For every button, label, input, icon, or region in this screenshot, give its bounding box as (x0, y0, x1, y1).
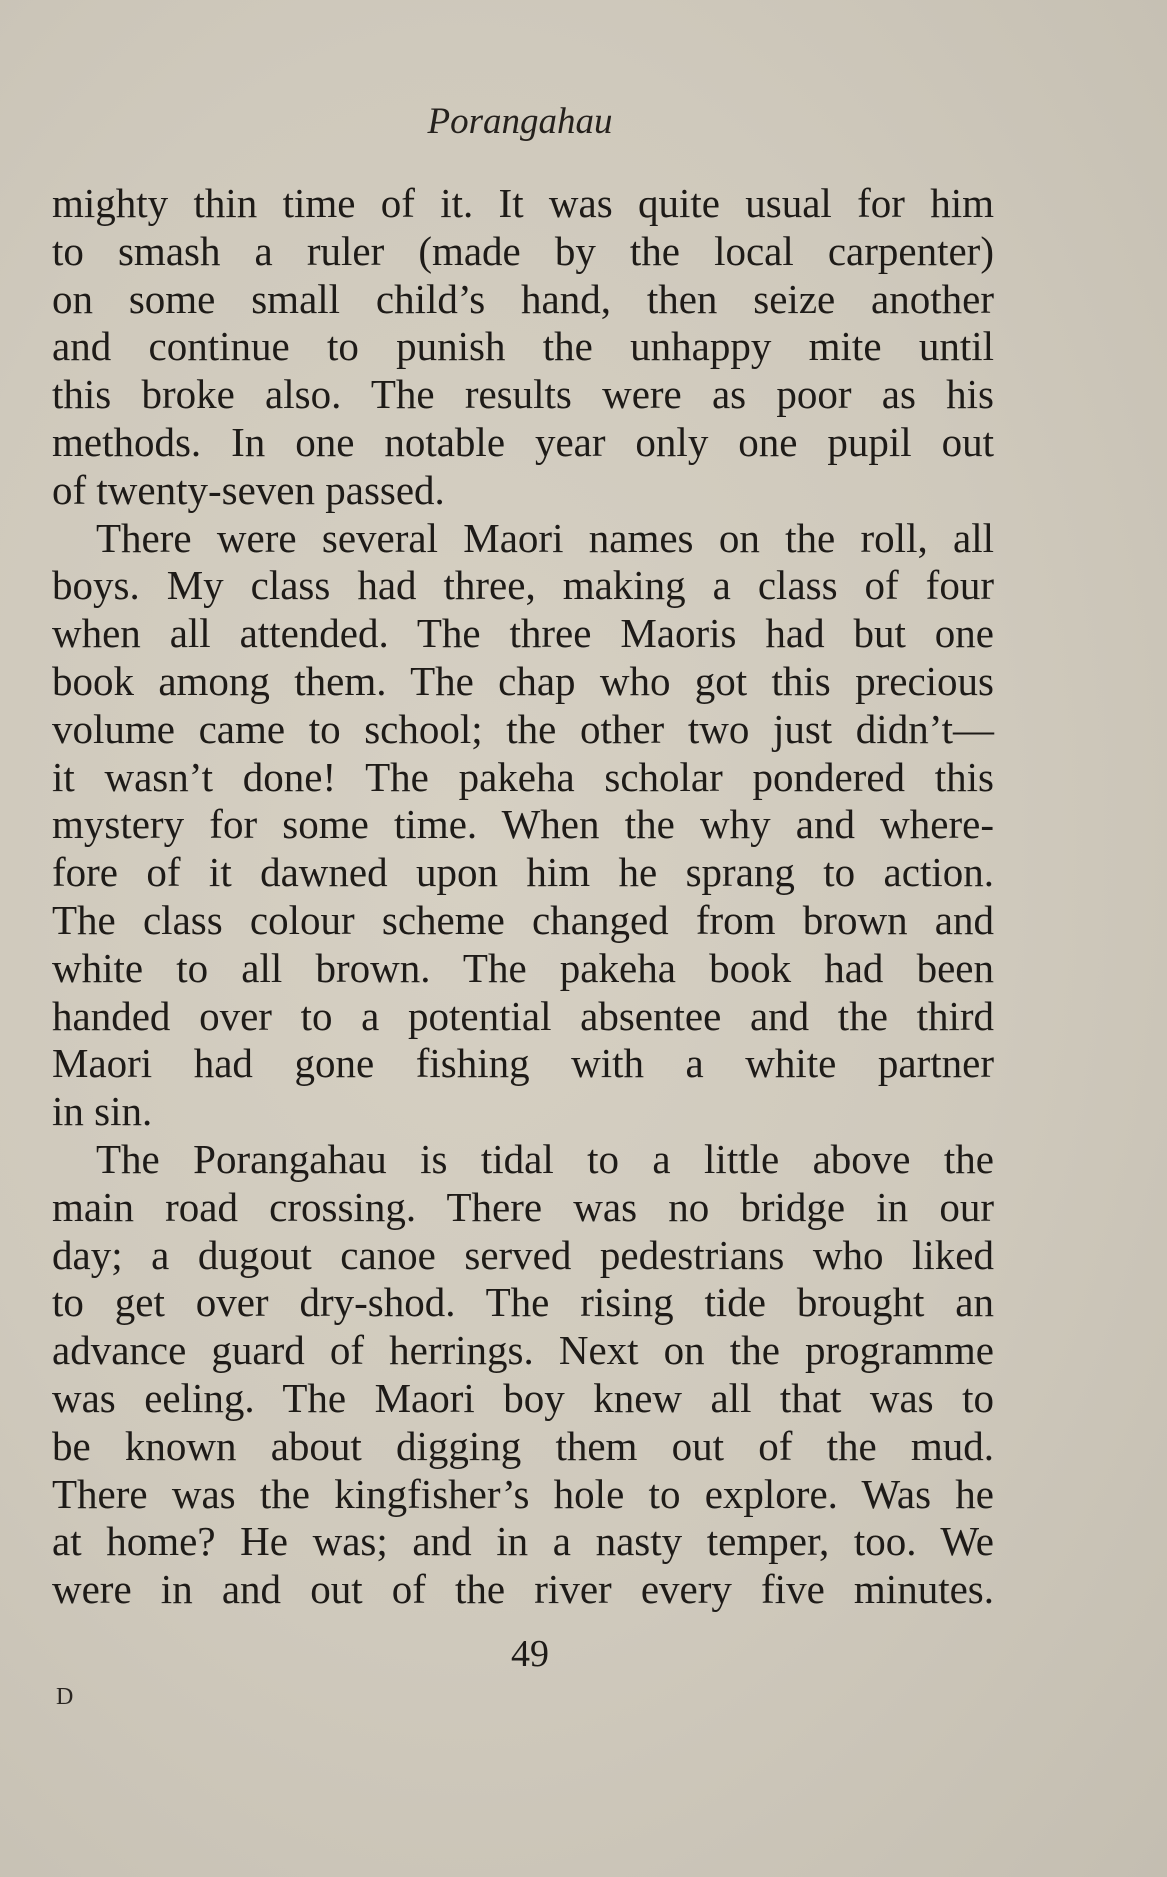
text-line: book among them. The chap who got this precious (52, 657, 994, 704)
text-line: at home? He was; and in a nasty temper, too. We (52, 1518, 994, 1565)
text-line: boys. My class had three, making a class of four (52, 562, 994, 609)
text-line: of twenty-seven passed. (52, 466, 445, 513)
page-number: 49 (511, 1633, 549, 1675)
text-line: main road crossing. There was no bridge in our (52, 1183, 994, 1230)
text-line: volume came to school; the other two just didn’t— (52, 705, 994, 752)
text-line: There were several Maori names on the roll, all (96, 514, 994, 561)
text-line: this broke also. The results were as poor as his (52, 371, 994, 418)
text-line: Maori had gone fishing with a white partner (52, 1040, 994, 1087)
text-line: was eeling. The Maori boy knew all that was to (52, 1374, 994, 1421)
body-text (52, 180, 994, 1614)
text-line: mighty thin time of it. It was quite usual for him (52, 180, 994, 226)
text-line: handed over to a potential absentee and the third (52, 992, 994, 1039)
text-line: white to all brown. The pakeha book had been (52, 944, 994, 991)
text-line: when all attended. The three Maoris had but one (52, 610, 994, 657)
text-line: There was the kingfisher’s hole to explore. Was he (52, 1470, 994, 1517)
text-line: on some small child’s hand, then seize another (52, 275, 994, 322)
signature-mark: D (56, 1684, 74, 1710)
text-line: The Porangahau is tidal to a little above the (96, 1135, 994, 1182)
text-line: fore of it dawned upon him he sprang to action. (52, 849, 994, 896)
text-line: in sin. (52, 1088, 153, 1135)
running-head: Porangahau (427, 101, 613, 142)
text-line: mystery for some time. When the why and where- (52, 801, 994, 848)
text-line: The class colour scheme changed from brown and (52, 896, 994, 943)
text-line: methods. In one notable year only one pupil out (52, 418, 994, 465)
text-line: to get over dry-shod. The rising tide brought an (52, 1279, 994, 1326)
text-line: be known about digging them out of the mud. (52, 1422, 994, 1469)
text-line: advance guard of herrings. Next on the programme (52, 1327, 994, 1374)
text-line: it wasn’t done! The pakeha scholar pondered this (52, 753, 994, 800)
text-line: day; a dugout canoe served pedestrians who liked (52, 1231, 994, 1278)
text-line: were in and out of the river every five minutes. (52, 1566, 994, 1613)
text-line: to smash a ruler (made by the local carpenter) (52, 227, 994, 274)
text-line: and continue to punish the unhappy mite until (52, 323, 994, 370)
